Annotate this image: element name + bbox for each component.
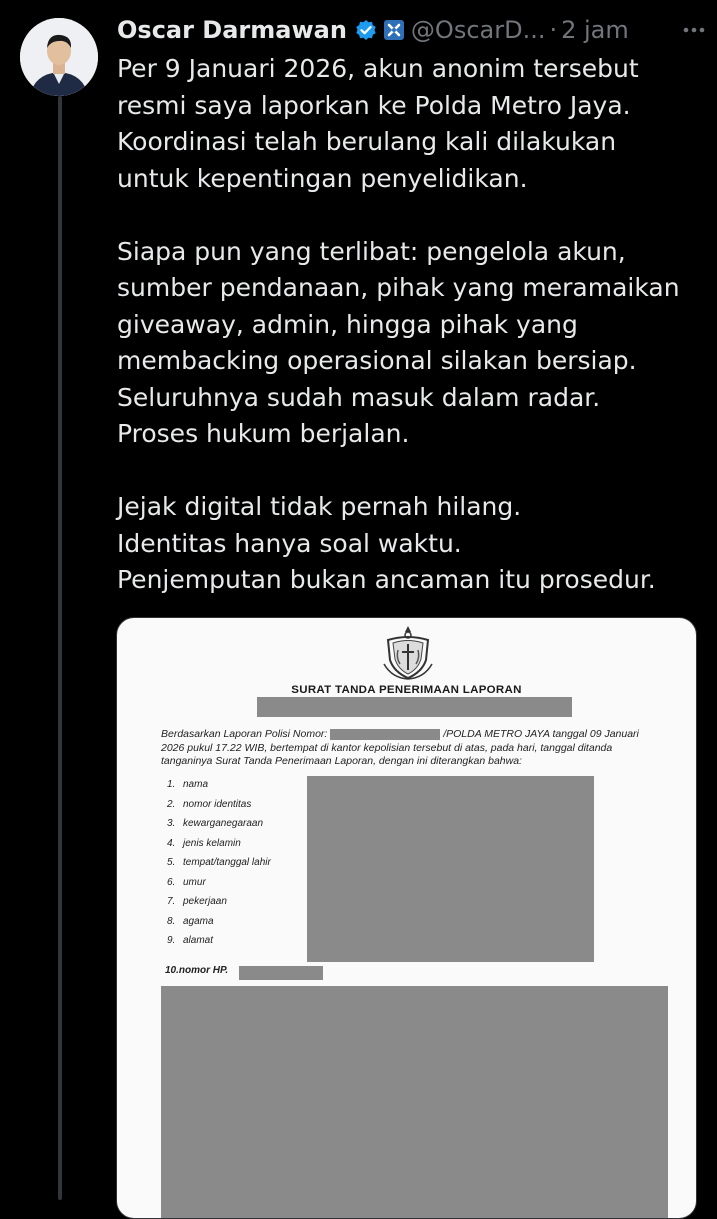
field-item: 2. nomor identitas (167, 798, 252, 810)
author-name[interactable]: Oscar Darmawan (117, 16, 347, 44)
author-handle[interactable]: @OscarD... (410, 16, 546, 44)
tweet-line: Penjemputan bukan ancaman itu prosedur. (117, 565, 656, 594)
document-title: SURAT TANDA PENERIMAAN LAPORAN (291, 684, 522, 696)
police-emblem-icon (382, 624, 434, 685)
post-time[interactable]: 2 jam (561, 16, 629, 44)
report-document (117, 618, 696, 1218)
field-item: 7. pekerjaan (167, 896, 227, 907)
more-options-icon[interactable] (681, 12, 707, 48)
redacted-phone (239, 966, 323, 980)
paragraph-gap (117, 197, 707, 234)
field-item: 8. agama (167, 915, 214, 927)
avatar[interactable] (20, 18, 98, 96)
document-intro (161, 728, 681, 769)
field-item: 5. tempat/tanggal lahir (167, 857, 271, 868)
field-item: 3. kewarganegaraan (167, 818, 264, 829)
paragraph-gap (117, 453, 707, 490)
tweet-line: membacking operasional silakan bersiap. (117, 346, 637, 375)
field-item: 9. alamat (167, 935, 214, 946)
phone-label: 10.nomor HP. (165, 965, 229, 976)
header-separator: · (549, 16, 558, 44)
intro-line: 2026 pukul 17.22 WIB, bertempat di kantor kepolisian tersebut di atas, pada hari, tanggal ditanda (161, 741, 613, 754)
redacted-body-block (161, 986, 668, 1218)
tweet-line: sumber pendanaan, pihak yang meramaikan (117, 273, 680, 302)
tweet-line: giveaway, admin, hingga pihak yang (117, 309, 578, 339)
tweet-line: Per 9 Januari 2026, akun anonim tersebut (117, 54, 639, 83)
attached-image[interactable] (116, 617, 697, 1219)
redacted-number (257, 697, 572, 717)
tweet-line: Koordinasi telah berulang kali dilakukan (117, 127, 617, 156)
tweet-line: Jejak digital tidak pernah hilang. (117, 492, 522, 521)
redacted-identity-block (307, 776, 594, 962)
affiliate-badge-icon[interactable] (383, 19, 405, 41)
redacted-report-number (330, 729, 440, 740)
tweet-line: untuk kepentingan penyelidikan. (117, 163, 528, 193)
tweet-line: Siapa pun yang terlibat: pengelola akun, (117, 236, 626, 266)
avatar-photo-icon (20, 18, 98, 96)
field-item: 4. jenis kelamin (167, 837, 241, 849)
field-item: 1. nama (167, 779, 209, 790)
verified-badge-icon (355, 19, 377, 41)
intro-line (161, 728, 681, 742)
field-item: 6. umur (167, 876, 206, 888)
tweet-line: Identitas hanya soal waktu. (117, 528, 462, 558)
tweet-text (117, 51, 707, 599)
intro-text-b: /POLDA METRO JAYA tanggal 09 Januari (443, 728, 639, 740)
intro-line: tanganinya Surat Tanda Penerimaan Laporan, dengan ini diterangkan bahwa: (161, 755, 522, 767)
thread-connector-line (58, 96, 62, 1200)
tweet-line: Proses hukum berjalan. (117, 419, 410, 448)
tweet-line: Seluruhnya sudah masuk dalam radar. (117, 382, 601, 412)
intro-text-a: Berdasarkan Laporan Polisi Nomor: (161, 728, 328, 740)
tweet-header (117, 12, 707, 48)
tweet-line: resmi saya laporkan ke Polda Metro Jaya. (117, 90, 631, 120)
